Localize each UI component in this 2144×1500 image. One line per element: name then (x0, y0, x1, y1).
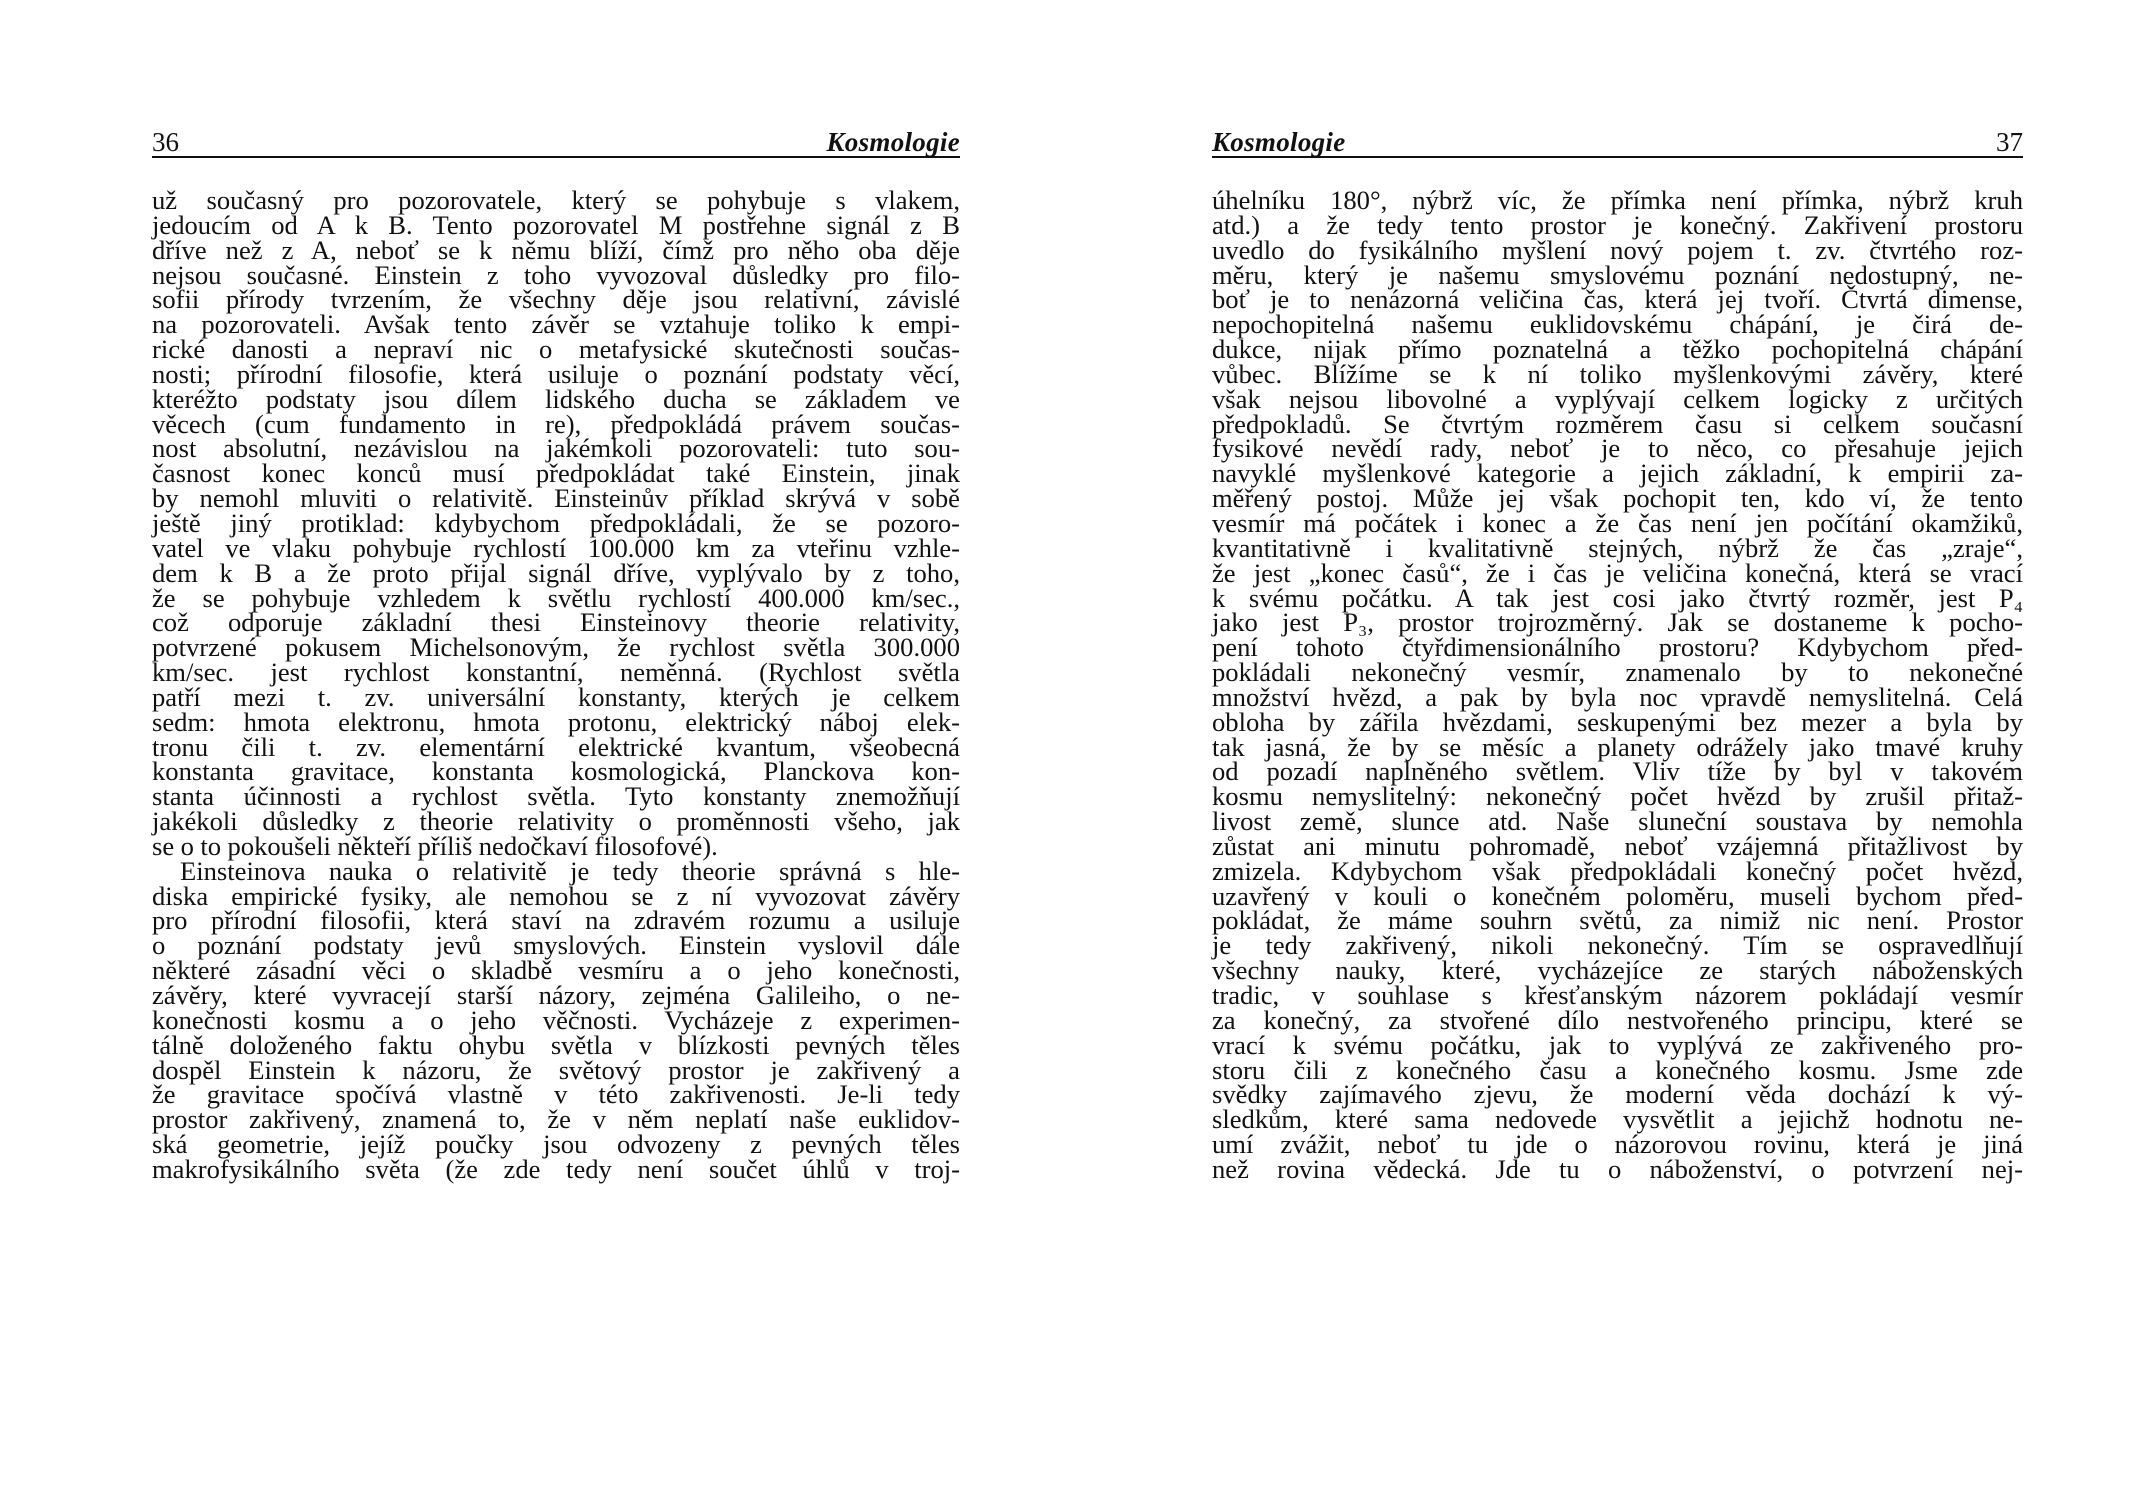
text-line: úhelníku 180°, nýbrž víc, že přímka není přímka, nýbrž kruh (1212, 185, 2023, 215)
text-line: tradic, v souhlase s křesťanským názorem pokládají vesmír (1212, 980, 2023, 1010)
text-line: předpokladů. Se čtvrtým rozměrem času si celkem současní (1212, 408, 2023, 439)
text-line: fysikové nevědí rady, neboť je to něco, co přesahuje jejich (1212, 433, 2023, 464)
text-line: Einsteinova nauka o relativitě je tedy theorie správná s hle- (180, 855, 960, 886)
text-line: vůbec. Blížíme se k ní toliko myšlenkovými závěry, které (1212, 358, 2023, 389)
text-line: patří mezi t. zv. universální konstanty, kterých je celkem (152, 681, 960, 712)
text-line: umí zvážit, neboť tu jde o názorovou rovinu, která je jiná (1212, 1129, 2023, 1160)
text-line: vatel ve vlaku pohybuje rychlostí 100.000 km za vteřinu vzhle- (152, 532, 960, 563)
text-line: potvrzené pokusem Michelsonovým, že rychlost světla 300.000 (152, 632, 960, 663)
text-line: však nejsou libovolné a vyplývají celkem logicky z určitých (1212, 383, 2023, 414)
text-line: o poznání podstaty jevů smyslových. Einstein vyslovil dále (152, 930, 960, 961)
text-line: rické danosti a nepraví nic o metafysické skutečnosti součas- (152, 334, 960, 365)
text-line: nosti; přírodní filosofie, která usiluje o poznání podstaty věcí, (152, 358, 960, 389)
text-line: tronu čili t. zv. elementární elektrické kvantum, všeobecná (152, 731, 960, 762)
text-line: že se pohybuje vzhledem k světlu rychlostí 400.000 km/sec., (152, 582, 960, 613)
text-line: tak jasná, že by se měsíc a planety odrážely jako tmavé kruhy (1212, 731, 2023, 762)
running-title: Kosmologie (1212, 127, 1346, 157)
text-line: by nemohl mluviti o relativitě. Einsteinův příklad skrývá v sobě (152, 483, 960, 514)
text-line: že jest „konec časů“, že i čas je veličina konečná, která se vrací (1212, 557, 2023, 588)
text-line: uvedlo do fysikálního myšlení nový pojem t. zv. čtvrtého roz- (1212, 234, 2023, 265)
text-line: dříve než z A, neboť se k němu blíží, čímž pro něho oba děje (152, 234, 960, 265)
text-line: měřený postoj. Může jej však pochopit ten, kdo ví, že tento (1212, 483, 2023, 514)
left-page-body-text (152, 185, 960, 1184)
text-line: měru, který je našemu smyslovému poznání nedostupný, ne- (1212, 259, 2023, 290)
text-line: tálně doloženého faktu ohybu světla v blízkosti pevných těles (152, 1029, 960, 1060)
text-line: ještě jiný protiklad: kdybychom předpokládali, že se pozoro- (152, 507, 960, 538)
text-line: sledkům, které sama nedovede vysvětlit a jejichž hodnotu ne- (1212, 1104, 2023, 1135)
text-line: než rovina vědecká. Jde tu o náboženství, o potvrzení nej- (1212, 1153, 2023, 1184)
text-line: množství hvězd, a pak by byla noc vpravdě nemyslitelná. Celá (1212, 681, 2023, 712)
text-line: boť je to nenázorná veličina čas, která jej tvoří. Čtvrtá dimense, (1212, 284, 2023, 315)
text-line: kosmu nemyslitelný: nekonečný počet hvězd by zrušil přitaž- (1212, 781, 2023, 812)
text-line: konečnosti kosmu a o jeho věčnosti. Vycházeje z experimen- (152, 1004, 960, 1035)
text-line: prostor zakřivený, znamená to, že v něm neplatí naše euklidov- (152, 1104, 960, 1135)
text-line: kvantitativně i kvalitativně stejných, nýbrž že čas „zraje“, (1212, 532, 2023, 563)
text-line: atd.) a že tedy tento prostor je konečný. Zakřivení prostoru (1212, 209, 2023, 240)
text-line: km/sec. jest rychlost konstantní, neměnná. (Rychlost světla (152, 657, 960, 688)
text-line: livost země, slunce atd. Naše sluneční soustava by nemohla (1212, 806, 2023, 837)
page-number: 37 (1996, 127, 2023, 157)
right-page-header (1212, 126, 2023, 158)
text-line: dem k B a že proto přijal signál dříve, vyplývalo by z toho, (152, 557, 960, 588)
text-line: že gravitace spočívá vlastně v této zakřivenosti. Je-li tedy (152, 1079, 960, 1110)
text-line: což odporuje základní thesi Einsteinovy theorie relativity, (152, 607, 960, 638)
text-line: na pozorovateli. Avšak tento závěr se vztahuje toliko k empi- (152, 309, 960, 340)
text-line: uzavřený v kouli o konečném poloměru, museli bychom před- (1212, 880, 2023, 911)
text-line: stanta účinnosti a rychlost světla. Tyto konstanty znemožňují (152, 781, 960, 812)
text-line: některé zásadní věci o skladbě vesmíru a o jeho konečnosti, (152, 955, 960, 986)
left-page-header (152, 126, 960, 158)
text-line: závěry, které vyvracejí starší názory, zejména Galileiho, o ne- (152, 980, 960, 1010)
text-line: už současný pro pozorovatele, který se pohybuje s vlakem, (152, 185, 960, 215)
text-line: se o to pokoušeli někteří příliš nedočkaví filosofové). (152, 830, 718, 861)
text-line: jako jest P₃, prostor trojrozměrný. Jak se dostaneme k pocho- (1212, 607, 2023, 638)
text-line: jakékoli důsledky z theorie relativity o proměnnosti všeho, jak (152, 806, 960, 837)
text-line: nost absolutní, nezávislou na jakémkoli pozorovateli: tuto sou- (152, 433, 960, 464)
text-line: nepochopitelná našemu euklidovskému chápání, je čirá de- (1212, 309, 2023, 340)
text-line: věcech (cum fundamento in re), předpokládá právem součas- (152, 408, 960, 439)
text-line: navyklé myšlenkové kategorie a jejich základní, k empirii za- (1212, 458, 2023, 489)
running-title: Kosmologie (826, 127, 960, 157)
text-line: jedoucím od A k B. Tento pozorovatel M postřehne signál z B (152, 209, 960, 240)
page-number: 36 (152, 127, 179, 157)
text-line: vrací k svému počátku, jak to vyplývá ze zakřiveného pro- (1212, 1029, 2023, 1060)
text-line: vesmír má počátek i konec a že čas není jen počítání okamžiků, (1212, 507, 2023, 538)
text-line: k svému počátku. A tak jest cosi jako čtvrtý rozměr, jest P₄ (1212, 582, 2023, 613)
text-line: dukce, nijak přímo poznatelná a těžko pochopitelná chápání (1212, 334, 2023, 365)
text-line: sofii přírody tvrzením, že všechny děje jsou relativní, závislé (152, 284, 960, 315)
text-line: ská geometrie, jejíž poučky jsou odvozeny z pevných těles (152, 1129, 960, 1160)
text-line: makrofysikálního světa (že zde tedy není součet úhlů v troj- (152, 1153, 960, 1184)
text-line: nejsou současné. Einstein z toho vyvozoval důsledky pro filo- (152, 259, 960, 290)
text-line: za konečný, za stvořené dílo nestvořeného principu, které se (1212, 1004, 2023, 1035)
text-line: časnost konec konců musí předpokládat také Einstein, jinak (152, 458, 960, 489)
text-line: všechny nauky, které, vycházejíce ze starých náboženských (1212, 955, 2023, 986)
text-line: konstanta gravitace, konstanta kosmologická, Planckova kon- (152, 756, 960, 787)
text-line: od pozadí naplněného světlem. Vliv tíže by byl v takovém (1212, 756, 2023, 787)
text-line: dospěl Einstein k názoru, že světový prostor je zakřivený a (152, 1054, 960, 1085)
text-line: diska empirické fysiky, ale nemohou se z ní vyvozovat závěry (152, 880, 960, 911)
text-line: kteréžto podstaty jsou dílem lidského ducha se základem ve (152, 383, 960, 414)
text-line: sedm: hmota elektronu, hmota protonu, elektrický náboj elek- (152, 706, 960, 737)
text-line: pokládali nekonečný vesmír, znamenalo by to nekonečné (1212, 657, 2023, 688)
text-line: obloha by zářila hvězdami, seskupenými bez mezer a byla by (1212, 706, 2023, 737)
text-line: svědky zajímavého zjevu, že moderní věda dochází k vý- (1212, 1079, 2023, 1110)
text-line: je tedy zakřivený, nikoli nekonečný. Tím se ospravedlňují (1212, 930, 2023, 961)
text-line: zmizela. Kdybychom však předpokládali konečný počet hvězd, (1212, 855, 2023, 886)
text-line: zůstat ani minutu pohromadě, neboť vzájemná přitažlivost by (1212, 830, 2023, 861)
right-page-body-text (1212, 185, 2023, 1184)
text-line: pokládat, že máme souhrn světů, za nimiž nic není. Prostor (1212, 905, 2023, 936)
text-line: storu čili z konečného času a konečného kosmu. Jsme zde (1212, 1054, 2023, 1085)
text-line: pro přírodní filosofii, která staví na zdravém rozumu a usiluje (152, 905, 960, 936)
text-line: pení tohoto čtyřdimensionálního prostoru? Kdybychom před- (1212, 632, 2023, 663)
right-page (1072, 0, 2144, 1500)
